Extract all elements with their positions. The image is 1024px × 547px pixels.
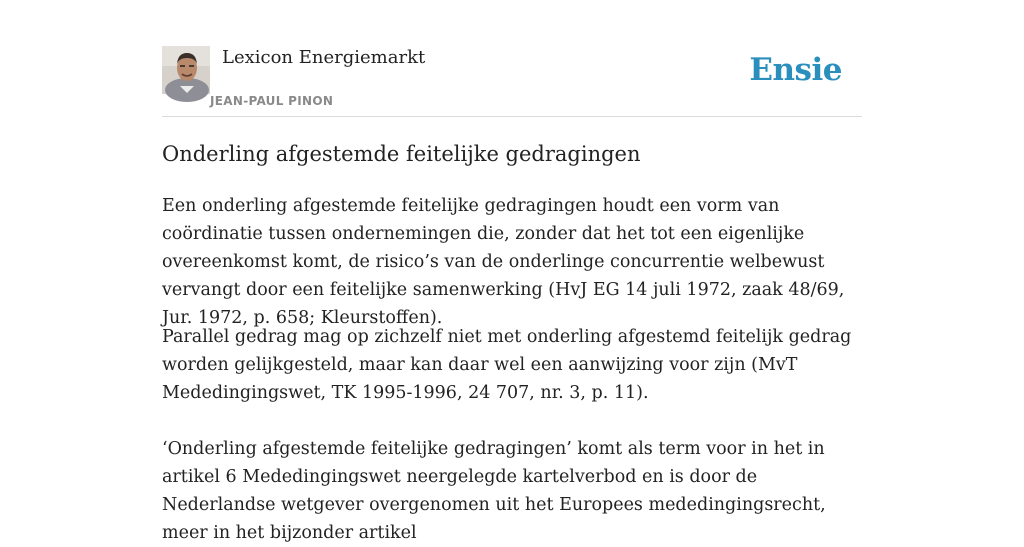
header — [162, 46, 862, 117]
article-paragraph: Parallel gedrag mag op zichzelf niet met onderling afgestemd feitelijk gedrag worden gelijkgesteld, maar kan daar wel een aanwijzing voor zijn (MvT Mededingingswet, TK 1995-1996, 24 707, nr. 3, p. 11). — [162, 327, 852, 403]
article-paragraph: Een onderling afgestemde feitelijke gedragingen houdt een vorm van coördinatie tussen ondernemingen die, zonder dat het tot een eigenlijke overeenkomst komt, de risico’s van de onderlinge concurrentie welbewust vervangt door een feitelijke samenwerking (HvJ EG 14 juli 1972, zaak 48/69, Jur. 1972, p. 658; Kleurstoffen). — [162, 196, 845, 328]
lexicon-title[interactable]: Lexicon Energiemarkt — [222, 47, 426, 68]
author-photo-icon — [162, 46, 210, 94]
brand-logo[interactable]: Ensie — [749, 52, 842, 88]
author-name[interactable]: JEAN-PAUL PINON — [210, 94, 334, 108]
author-avatar[interactable] — [162, 46, 210, 94]
article-title: Onderling afgestemde feitelijke gedragingen — [162, 142, 641, 166]
article-paragraph: ‘Onderling afgestemde feitelijke gedragingen’ komt als term voor in het in artikel 6 Mededingingswet neergelegde kartelverbod en is door de Nederlandse wetgever overgenomen uit het Europees mededingingsrecht, meer in het bijzonder artikel — [162, 439, 826, 543]
